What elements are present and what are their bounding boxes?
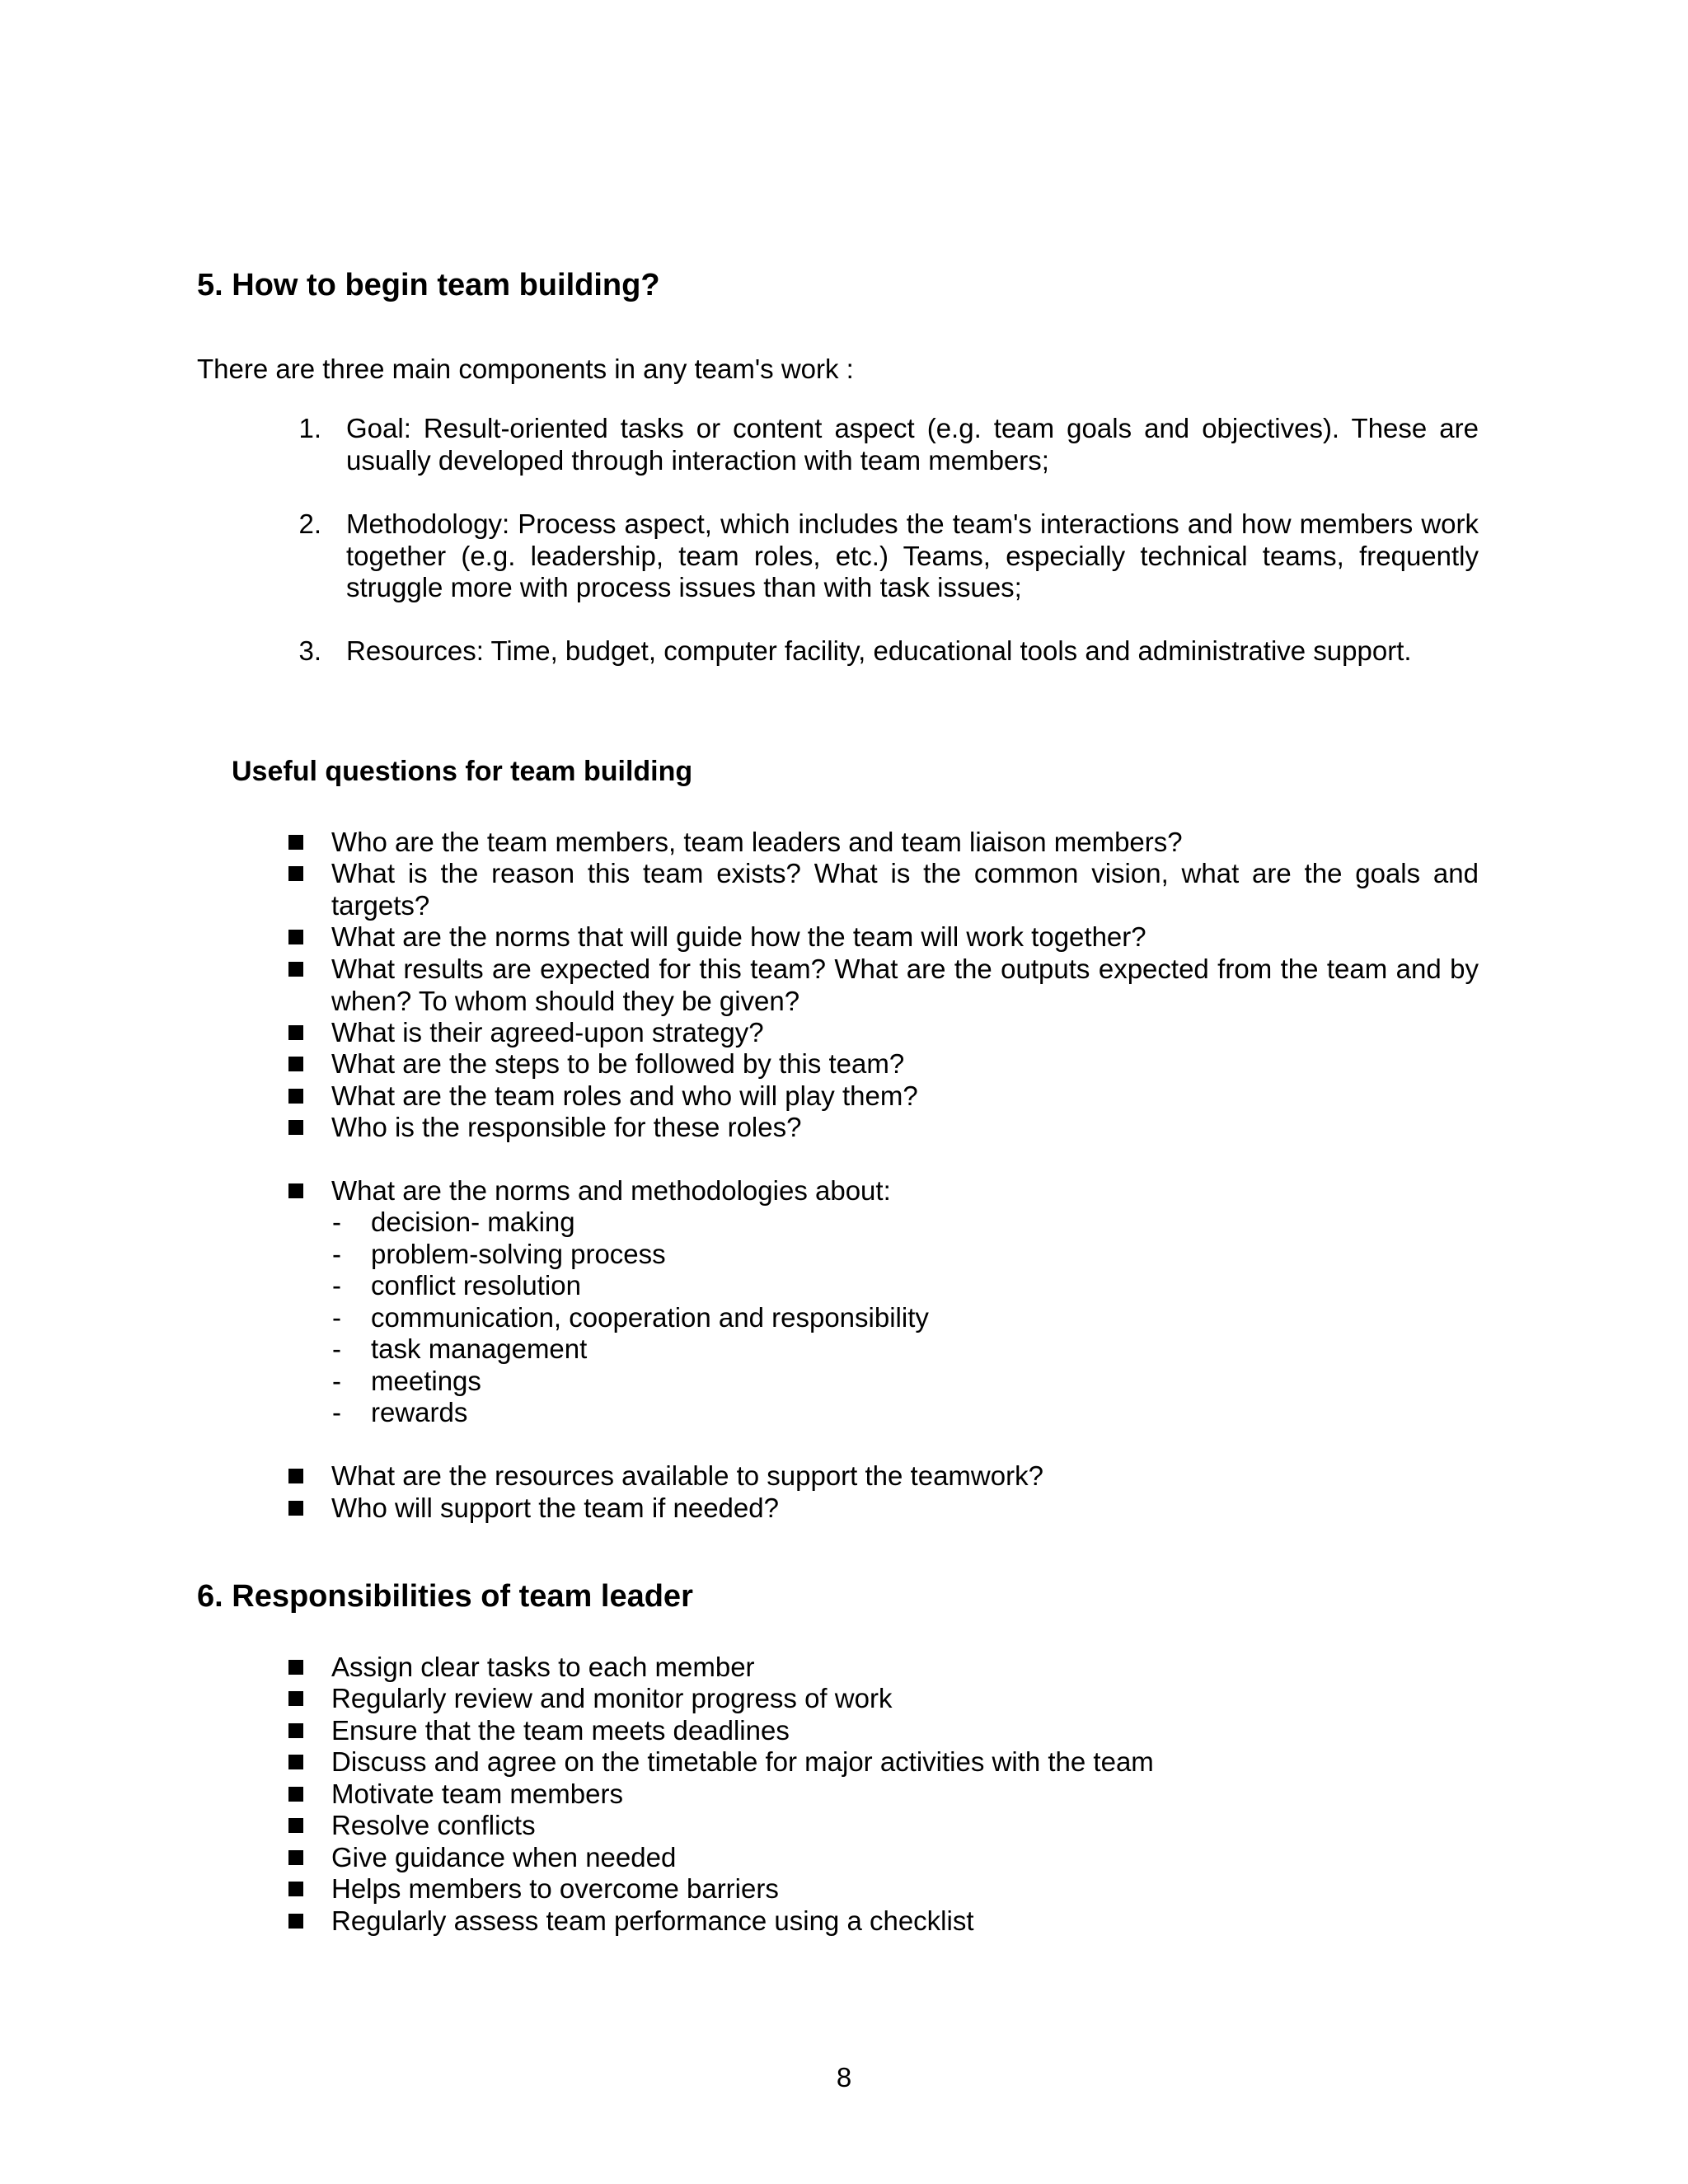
component-number-3: 3. [298,635,321,666]
responsibility-item: Regularly review and monitor progress of work [331,1683,893,1713]
norms-item: task management [371,1333,588,1364]
dash-marker: - [332,1302,341,1333]
question-item: Who are the team members, team leaders and team liaison members? [331,827,1183,857]
question-item: What are the norms that will guide how the team will work together? [331,921,1146,952]
norms-question: What are the norms and methodologies about: [331,1175,891,1206]
bullet-marker [288,1183,303,1198]
bullet-marker [288,1660,303,1675]
bullet-marker [288,1501,303,1516]
section-5-intro: There are three main components in any team's work : [197,354,854,384]
dash-marker: - [332,1397,341,1427]
bullet-marker [288,930,303,944]
norms-item: communication, cooperation and responsibility [371,1302,929,1333]
section-6-heading: 6. Responsibilities of team leader [197,1579,693,1614]
component-number-2: 2. [298,509,321,539]
question-item: What are the team roles and who will play them? [331,1080,918,1111]
responsibility-item: Motivate team members [331,1779,623,1809]
dash-marker: - [332,1207,341,1237]
responsibility-item: Resolve conflicts [331,1810,536,1840]
dash-marker: - [332,1239,341,1269]
bullet-marker [288,1025,303,1040]
responsibility-item: Give guidance when needed [331,1842,677,1872]
question-item: Who will support the team if needed? [331,1493,779,1523]
bullet-marker [288,866,303,881]
component-text-1: Goal: Result-oriented tasks or content aspect (e.g. team goals and objectives). These are usually developed through interaction with team members; [346,413,1479,476]
responsibility-item: Ensure that the team meets deadlines [331,1715,790,1746]
responsibility-item: Helps members to overcome barriers [331,1873,779,1904]
question-item: What are the steps to be followed by this team? [331,1048,905,1079]
page-number: 8 [836,2062,852,2093]
bullet-marker [288,1787,303,1802]
bullet-marker [288,1691,303,1706]
question-item: What is their agreed-upon strategy? [331,1017,764,1047]
question-item: What is the reason this team exists? What is the common vision, what are the goals and targets? [331,858,1479,921]
norms-item: rewards [371,1397,468,1427]
bullet-marker [288,1089,303,1104]
responsibility-item: Discuss and agree on the timetable for major activities with the team [331,1746,1154,1777]
dash-marker: - [332,1270,341,1301]
question-item: What are the resources available to support the teamwork? [331,1460,1043,1491]
section-5-heading: 5. How to begin team building? [197,268,660,302]
bullet-marker [288,1723,303,1738]
norms-item: decision- making [371,1207,575,1237]
question-item: Who is the responsible for these roles? [331,1112,802,1142]
component-text-2: Methodology: Process aspect, which includes the team's interactions and how members work together (e.g. leadership, team roles, etc.) Teams, especially technical teams, frequently struggle more with process issues than with task issues; [346,509,1479,602]
norms-item: conflict resolution [371,1270,581,1301]
responsibility-item: Assign clear tasks to each member [331,1652,755,1682]
bullet-marker [288,962,303,977]
responsibility-item: Regularly assess team performance using a checklist [331,1905,974,1936]
norms-item: meetings [371,1366,481,1396]
bullet-marker [288,1057,303,1071]
bullet-marker [288,1818,303,1833]
norms-item: problem-solving process [371,1239,666,1269]
bullet-marker [288,1882,303,1896]
bullet-marker [288,1469,303,1483]
bullet-marker [288,1914,303,1929]
bullet-marker [288,1850,303,1865]
dash-marker: - [332,1366,341,1396]
bullet-marker [288,835,303,850]
bullet-marker [288,1120,303,1135]
dash-marker: - [332,1333,341,1364]
bullet-marker [288,1755,303,1769]
useful-questions-heading: Useful questions for team building [232,756,693,787]
question-item: What results are expected for this team? What are the outputs expected from the team and by when? To whom should they be given? [331,954,1479,1016]
component-number-1: 1. [298,413,321,443]
component-text-3: Resources: Time, budget, computer facility, educational tools and administrative support. [346,635,1412,666]
